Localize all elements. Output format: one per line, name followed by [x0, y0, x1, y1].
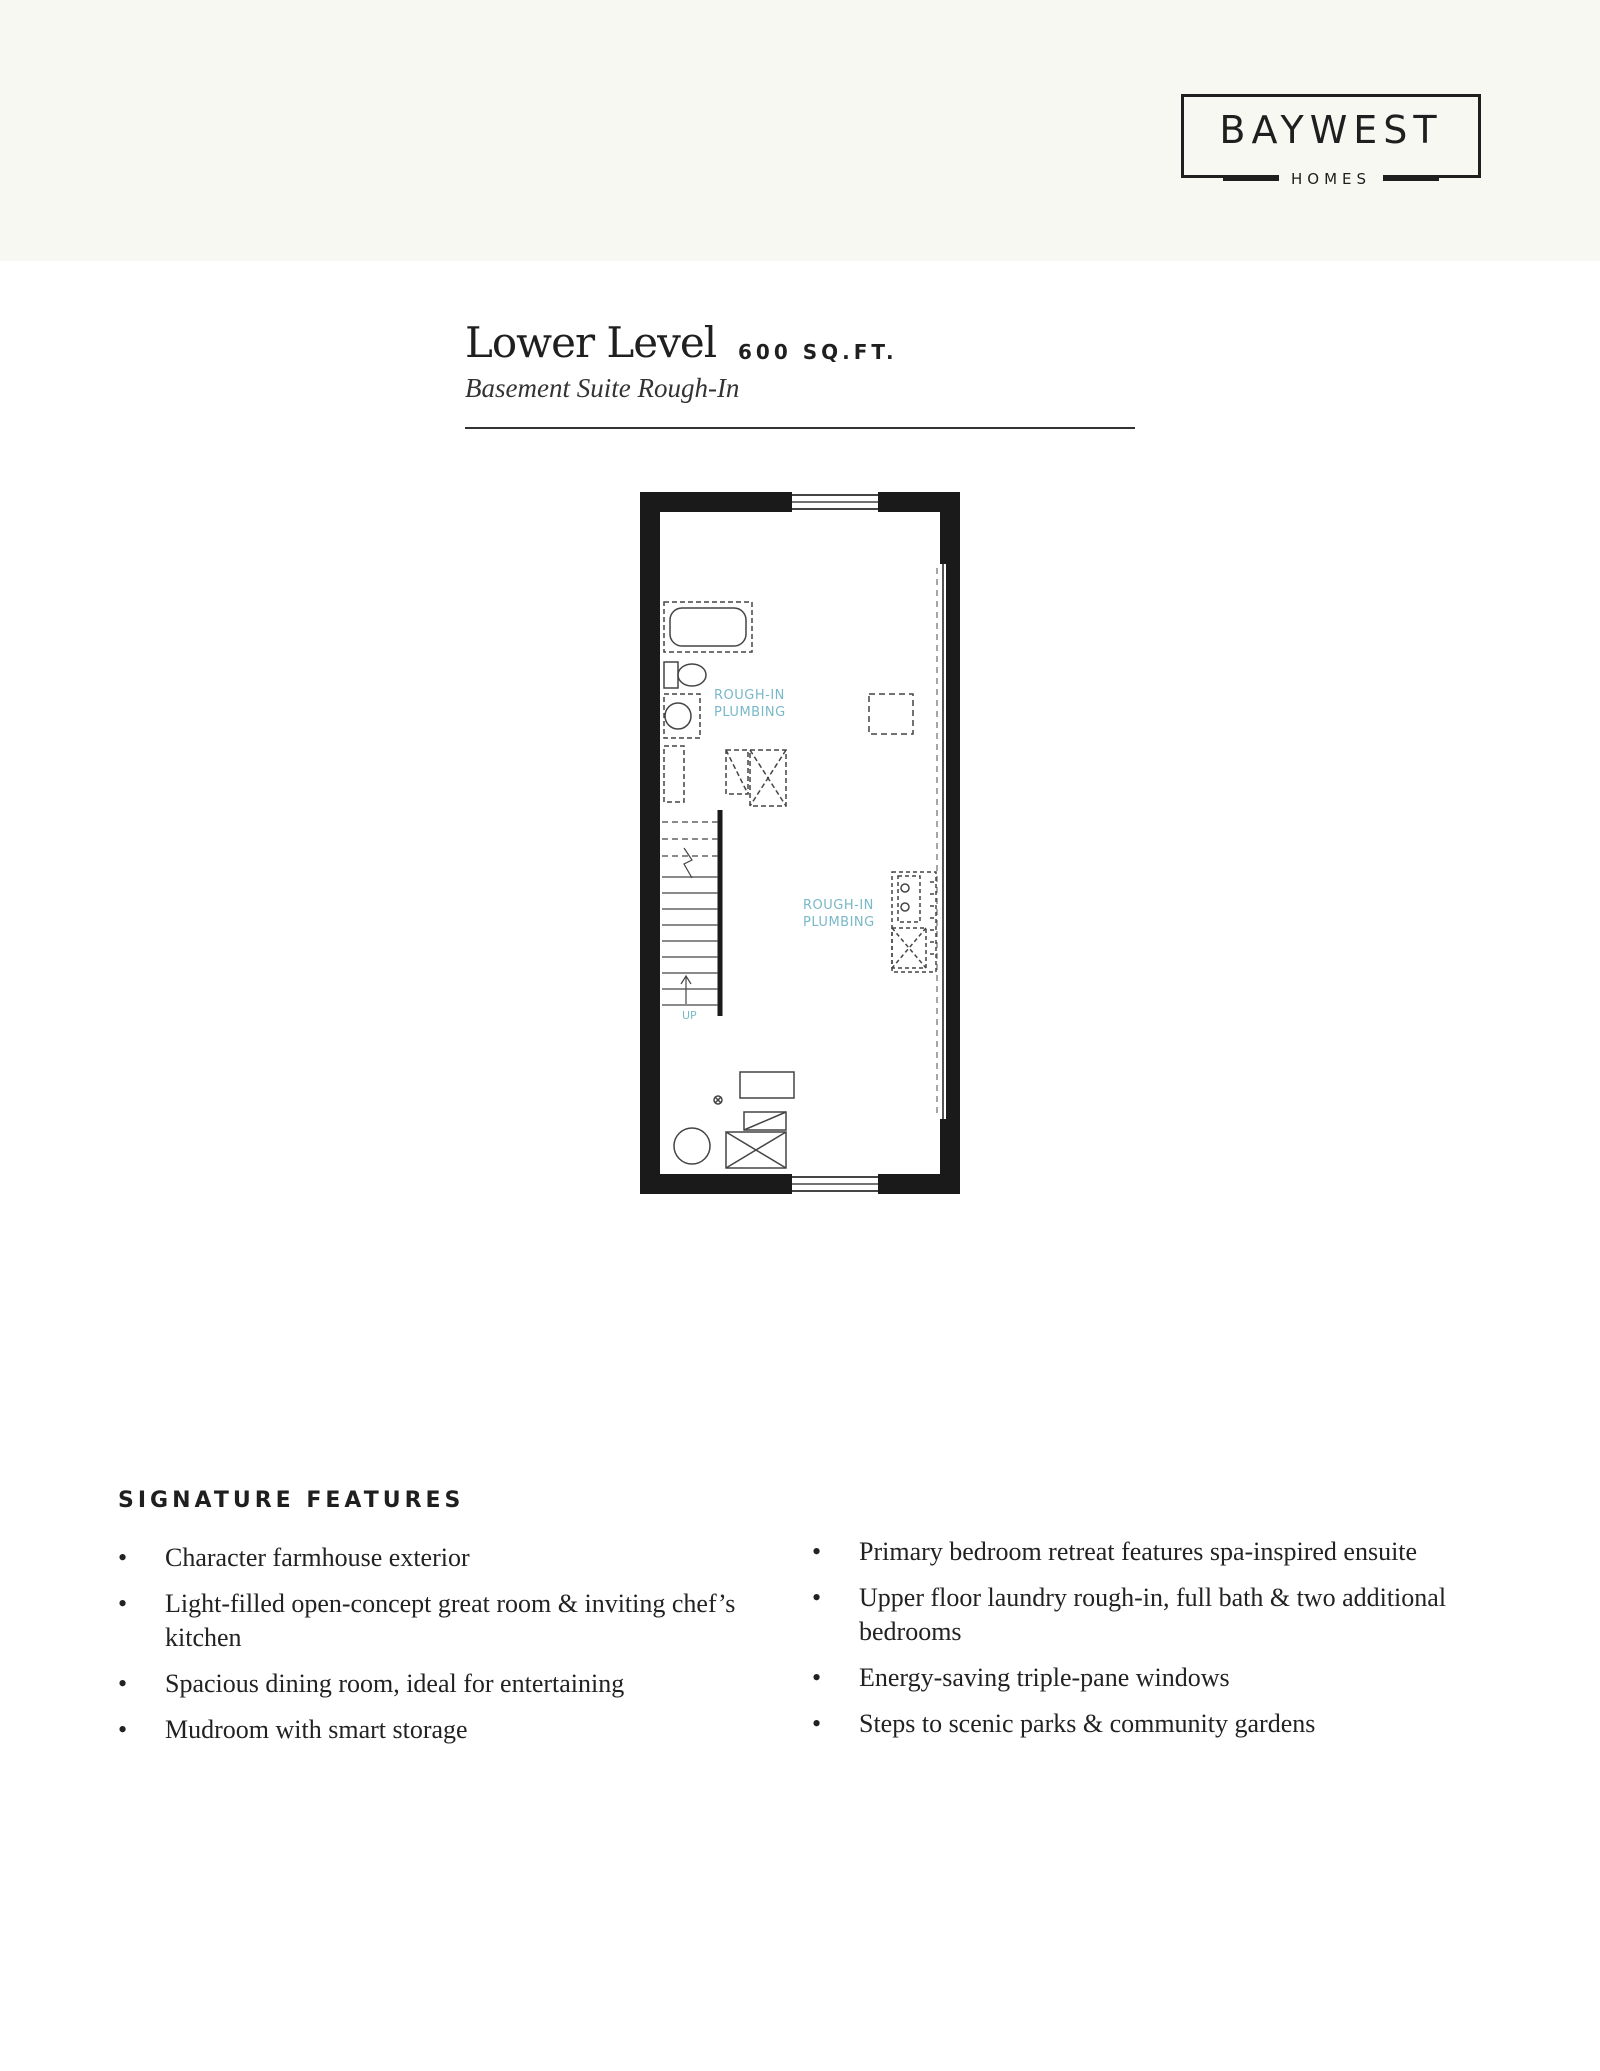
feature-text: Upper floor laundry rough-in, full bath & two additional bedrooms — [859, 1583, 1447, 1646]
feature-text: Steps to scenic parks & community gardens — [859, 1709, 1316, 1738]
feature-item — [118, 1713, 738, 1747]
top-window-icon — [792, 492, 878, 512]
floor-plan — [640, 492, 960, 1194]
feature-text: Character farmhouse exterior — [165, 1543, 470, 1572]
feature-item — [812, 1707, 1512, 1741]
rough-in-plumbing-label-1: ROUGH-IN PLUMBING — [714, 688, 786, 720]
bullet: • — [118, 1669, 128, 1698]
feature-text: Light-filled open-concept great room & inviting chef’s kitchen — [165, 1589, 736, 1652]
title-divider — [465, 427, 1135, 429]
feature-item — [812, 1581, 1512, 1649]
features-list-left — [118, 1541, 738, 1759]
bullet: • — [118, 1589, 128, 1618]
floor-plan-drawing — [640, 492, 960, 1194]
rough-in-plumbing-label-2: ROUGH-IN PLUMBING — [803, 898, 875, 930]
feature-item — [118, 1541, 738, 1575]
feature-text: Primary bedroom retreat features spa-inspired ensuite — [859, 1537, 1418, 1566]
bullet: • — [118, 1715, 128, 1744]
interior-floor — [660, 512, 940, 1174]
logo-subtitle: HOMES — [1279, 170, 1383, 188]
features-heading: SIGNATURE FEATURES — [118, 1488, 465, 1513]
feature-text: Spacious dining room, ideal for entertaining — [165, 1669, 625, 1698]
bullet: • — [812, 1583, 822, 1612]
logo-sub-row — [1184, 169, 1478, 189]
bullet: • — [812, 1537, 822, 1566]
logo-rule-left — [1223, 178, 1279, 181]
feature-item — [118, 1667, 738, 1701]
stairs-up-label: UP — [682, 1009, 697, 1022]
logo-name: BAYWEST — [1219, 108, 1443, 152]
feature-item — [812, 1535, 1512, 1569]
level-title: Lower Level — [465, 318, 717, 367]
features-list-right — [812, 1535, 1512, 1753]
square-footage: 600 SQ.FT. — [738, 340, 898, 364]
feature-item — [118, 1587, 738, 1655]
header-band — [0, 0, 1600, 261]
feature-text: Energy-saving triple-pane windows — [859, 1663, 1230, 1692]
bullet: • — [812, 1709, 822, 1738]
feature-item — [812, 1661, 1512, 1695]
feature-text: Mudroom with smart storage — [165, 1715, 468, 1744]
baywest-logo — [1181, 94, 1481, 188]
logo-rule-right — [1383, 178, 1439, 181]
bullet: • — [118, 1543, 128, 1572]
bottom-window-icon — [792, 1174, 878, 1194]
plan-subtitle: Basement Suite Rough-In — [465, 373, 740, 403]
bullet: • — [812, 1663, 822, 1692]
